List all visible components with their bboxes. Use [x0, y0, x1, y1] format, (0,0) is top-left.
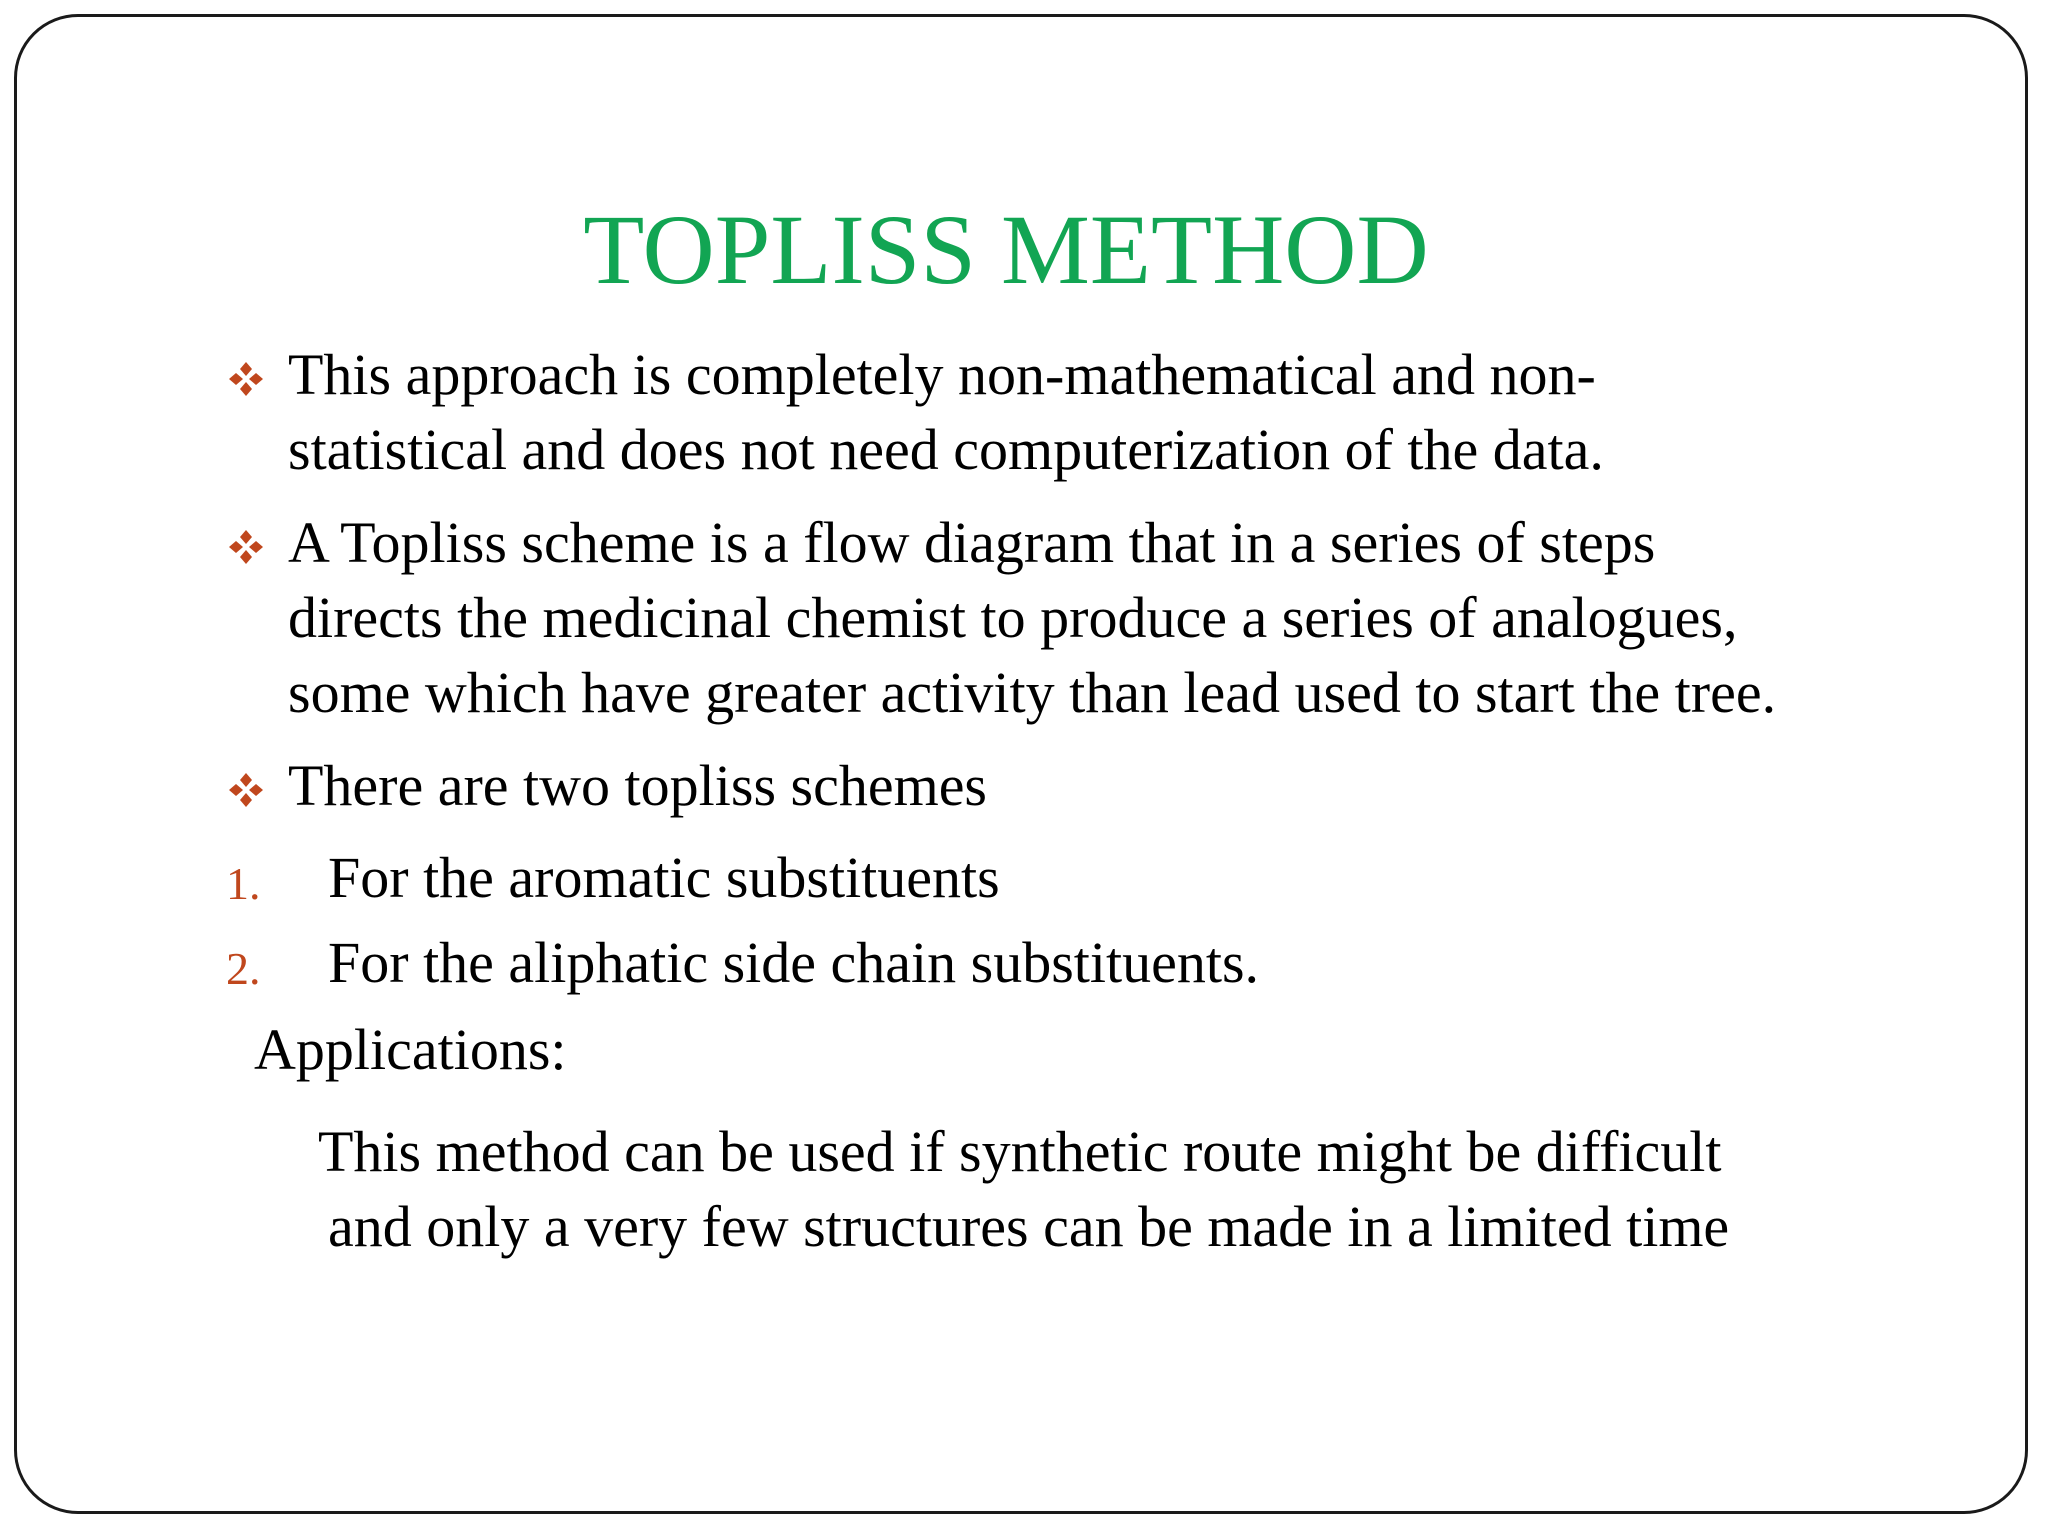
applications-line: This method can be used if synthetic route might be difficult — [318, 1119, 1722, 1184]
bullet-line: This approach is completely non-mathematical and non- — [288, 342, 1596, 407]
applications-paragraph — [318, 1114, 1918, 1264]
numbered-text: For the aromatic substituents — [328, 845, 1000, 910]
applications-heading: Applications: — [254, 1017, 567, 1082]
bullet-item — [226, 748, 1926, 823]
numbered-item — [226, 925, 1926, 1000]
slide-title: TOPLISS METHOD — [583, 194, 1429, 305]
applications-line: and only a very few structures can be made in a limited time — [328, 1194, 1730, 1259]
bullet-line: some which have greater activity than lead used to start the tree. — [288, 660, 1777, 725]
bullet-line: statistical and does not need computerization of the data. — [288, 417, 1604, 482]
bullet-line: directs the medicinal chemist to produce a series of analogues, — [288, 585, 1738, 650]
bullet-line: There are two topliss schemes — [288, 753, 988, 818]
item-number: 2. — [226, 943, 261, 994]
bullet-line: A Topliss scheme is a flow diagram that in a series of steps — [288, 510, 1656, 575]
item-number: 1. — [226, 858, 261, 909]
diamond-bullet-icon — [226, 505, 276, 580]
diamond-bullet-icon — [226, 748, 276, 823]
bullet-item — [226, 337, 1926, 487]
numbered-item — [226, 840, 1926, 915]
bullet-item — [226, 505, 1926, 730]
diamond-bullet-icon — [226, 337, 276, 412]
numbered-text: For the aliphatic side chain substituents. — [328, 930, 1260, 995]
